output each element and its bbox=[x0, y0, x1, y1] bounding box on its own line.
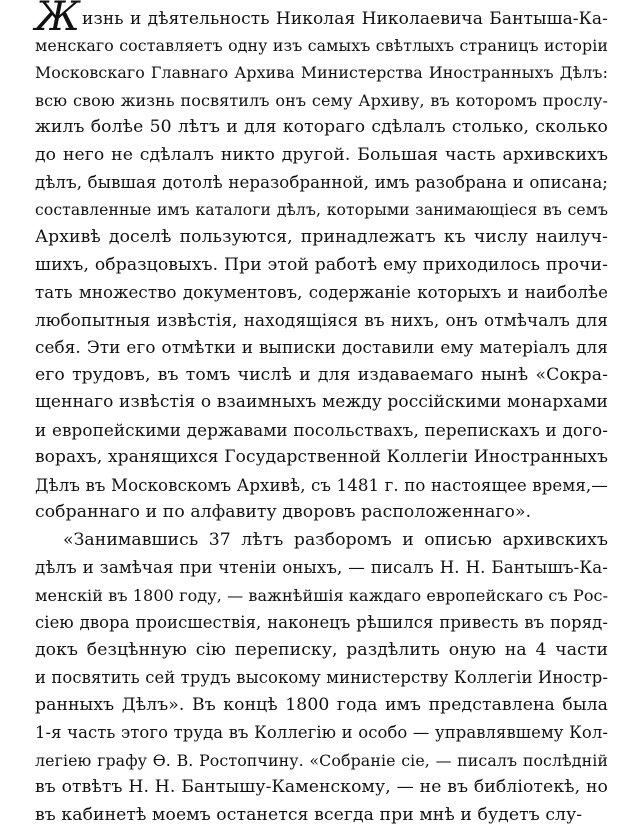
line-text: ранныхъ Дѣлъ». Въ концѣ 1800 года имъ представлена была bbox=[35, 695, 608, 715]
line-text: до него не сдѣлалъ никто другой. Большая часть архивскихъ bbox=[35, 145, 608, 165]
line-text: Московскаго Главнаго Архива Министерства Иностранныхъ Дѣлъ: bbox=[35, 63, 608, 82]
line-text: и посвятить сей трудъ высокому министерству Коллегіи Иностр- bbox=[35, 668, 608, 687]
text-line bbox=[35, 444, 608, 472]
line-text: сіею двора происшествія, наконецъ рѣшился привесть въ поряд- bbox=[35, 613, 608, 632]
text-line bbox=[35, 224, 608, 252]
text-line bbox=[35, 334, 608, 362]
paragraph-2 bbox=[35, 527, 608, 829]
text-line bbox=[35, 774, 608, 802]
text-line bbox=[35, 637, 608, 665]
text-line bbox=[35, 499, 608, 527]
text-line bbox=[35, 719, 608, 747]
line-text: дѣлъ, бывшая дотолѣ неразобранной, имъ разобрана и описана; bbox=[35, 173, 608, 192]
text-line bbox=[35, 4, 608, 32]
text-line bbox=[35, 692, 608, 720]
line-text: «Занимавшись 37 лѣтъ разборомъ и описью архивскихъ bbox=[63, 530, 608, 550]
line-text: любопытныя извѣстія, находящіяся въ нихъ, онъ отмѣчалъ для bbox=[35, 310, 608, 330]
text-line bbox=[35, 87, 608, 115]
line-text: себя. Эти его отмѣтки и выписки доставили ему матеріалъ для bbox=[35, 337, 608, 357]
text-line bbox=[35, 554, 608, 582]
text-line bbox=[35, 142, 608, 170]
text-line bbox=[35, 609, 608, 637]
line-text: жилъ болѣе 50 лѣтъ и для котораго сдѣлалъ столько, сколько bbox=[35, 117, 608, 137]
line-text: 1-я часть этого труда въ Коллегію и особо — управлявшему Кол- bbox=[35, 723, 608, 742]
text-line bbox=[35, 59, 608, 87]
line-text: щеннаго извѣстія о взаимныхъ между россійскими монархами bbox=[35, 392, 608, 412]
text-line bbox=[35, 252, 608, 280]
line-text: менскаго составляетъ одну изъ самыхъ свѣтлыхъ страницъ исторіи bbox=[35, 36, 608, 55]
line-text: Архивѣ доселѣ пользуются, принадлежатъ къ числу наилуч- bbox=[35, 227, 608, 247]
text-line bbox=[35, 582, 608, 610]
paragraph-1 bbox=[35, 4, 608, 527]
text-line bbox=[35, 389, 608, 417]
line-text: легіею графу Ѳ. В. Ростопчину. «Собраніе сіе, — писалъ послѣдній bbox=[35, 751, 608, 770]
text-line bbox=[35, 362, 608, 390]
line-text: Дѣлъ въ Московскомъ Архивѣ, съ 1481 г. по настоящее время,— bbox=[35, 476, 608, 495]
text-line bbox=[35, 169, 608, 197]
line-text: тать множество документовъ, содержаніе которыхъ и наиболѣе bbox=[35, 283, 608, 302]
line-text: всю свою жизнь посвятилъ онъ сему Архиву, въ которомъ прослу- bbox=[35, 91, 608, 110]
line-text: составленные имъ каталоги дѣлъ, которыми занимающіеся въ семъ bbox=[35, 201, 608, 219]
text-line bbox=[35, 802, 608, 829]
text-line bbox=[35, 527, 608, 555]
text-line bbox=[35, 472, 608, 500]
text-line bbox=[35, 197, 608, 225]
text-line bbox=[35, 417, 608, 445]
text-line bbox=[35, 279, 608, 307]
line-text: изнь и дѣятельность Николая Николаевича Бантыша-Ка- bbox=[82, 9, 608, 29]
text-line bbox=[35, 664, 608, 692]
line-text: его трудовъ, въ томъ числѣ и для издаваемаго нынѣ «Сокра- bbox=[35, 365, 608, 385]
line-text: ворахъ, хранящихся Государственной Коллегіи Иностранныхъ bbox=[35, 447, 608, 467]
line-text: докъ безцѣнную сію переписку, раздѣлить оную на 4 части bbox=[35, 640, 608, 660]
line-text: дѣлъ и замѣчая при чтеніи оныхъ, — писалъ Н. Н. Бантышъ-Ка- bbox=[35, 558, 608, 577]
text-line bbox=[35, 747, 608, 775]
text-line bbox=[35, 32, 608, 60]
line-text: менскій въ 1800 году, — важнѣйшія каждаго европейскаго съ Рос- bbox=[35, 586, 608, 605]
line-text: въ отвѣтъ Н. Н. Бантышу-Каменскому, — не въ библіотекѣ, но bbox=[35, 777, 608, 797]
line-text: собраннаго и по алфавиту дворовъ расположеннаго». bbox=[35, 502, 531, 522]
line-text: шихъ, образцовыхъ. При этой работѣ ему приходилось прочи- bbox=[35, 255, 608, 275]
drop-cap: Ж bbox=[35, 4, 80, 32]
text-line bbox=[35, 307, 608, 335]
line-text: въ кабинетѣ моемъ останется всегда при мнѣ и будетъ слу- bbox=[35, 805, 582, 825]
line-text: и европейскими державами посольствахъ, перепискахъ и дого- bbox=[35, 420, 608, 440]
text-line bbox=[35, 114, 608, 142]
